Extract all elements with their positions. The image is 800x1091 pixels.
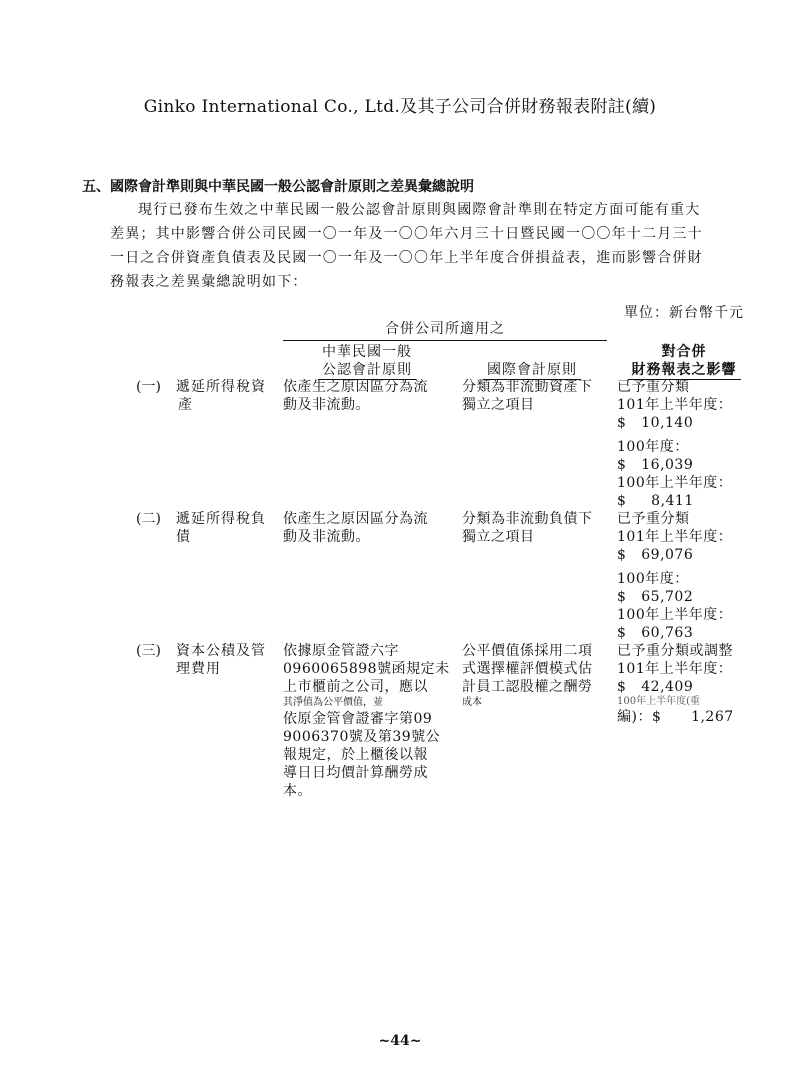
impact-amount: $ 42,409 [617,679,694,695]
roc-line: 依據原金管證六字 [283,643,399,659]
intro-line-2: 差異；其中影響合併公司民國一〇一年及一〇〇年六月三十日暨民國一〇〇年十二月三十 [110,226,703,242]
row-ifrs [462,378,608,414]
impact-line: 100年度： [617,571,689,587]
row-roc-gaap [283,510,453,546]
ifrs-line: 獨立之項目 [462,397,535,413]
row-ifrs [462,510,608,546]
impact-line: 100年上半年度： [617,475,733,491]
roc-line: 依產生之原因區分為流 [283,379,428,395]
column-header-roc-line2: 公認會計原則 [318,361,416,380]
column-header-impact-line1: 對合併 [661,344,707,360]
row-roc-gaap [283,378,453,414]
roc-line: 依產生之原因區分為流 [283,511,428,527]
impact-line: 101年上半年度： [617,661,733,677]
ifrs-line: 成本 [462,697,482,708]
roc-line: 其淨值為公平價值，並 [283,697,383,708]
row-number: (二) [136,511,161,527]
ifrs-line: 式選擇權評價模式估 [462,661,593,677]
row-item-line: 產 [178,397,193,413]
intro-paragraph [110,198,750,294]
row-ifrs [462,642,608,710]
page-header: Ginko International Co., Ltd.及其子公司合併財務報表附註(續) [143,97,657,117]
row-impact [617,378,757,510]
impact-amount: $ 69,076 [617,547,694,563]
impact-line: 100年度： [617,439,689,455]
impact-line: 已予重分類 [617,379,690,395]
impact-line: 101年上半年度： [617,529,733,545]
row-item-line: 理費用 [176,661,221,677]
roc-line: 0960065898號函規定未 [283,661,450,677]
roc-line: 9006370號及第39號公 [283,729,441,745]
impact-line: 已予重分類 [617,511,690,527]
unit-label: 單位：新台幣千元 [624,305,744,321]
impact-line: 100年上半年度(重 [617,696,700,707]
ifrs-line: 計員工認股權之酬勞 [462,679,593,695]
column-header-roc-line1: 中華民國一般 [322,344,412,360]
impact-amount: $ 60,763 [617,625,694,641]
impact-line: 100年上半年度： [617,607,733,623]
roc-line: 依原金管會證審字第09 [283,711,433,727]
impact-amount: $ 8,411 [617,493,694,509]
roc-line: 動及非流動。 [283,529,370,545]
row-impact [617,642,757,726]
group-header: 合併公司所適用之 [283,318,607,341]
row-number: (一) [136,379,161,395]
column-header-ifrs-label: 國際會計原則 [483,361,581,380]
impact-line: 101年上半年度： [617,397,733,413]
impact-line: 已予重分類或調整 [617,643,733,659]
row-number: (三) [136,643,161,659]
page-number: ~44~ [378,1033,422,1049]
row-roc-gaap [283,642,453,800]
roc-line: 動及非流動。 [283,397,370,413]
roc-line: 報規定，於上櫃後以報 [283,747,428,763]
row-impact [617,510,757,642]
intro-line-1: 現行已發布生效之中華民國一般公認會計原則與國際會計準則在特定方面可能有重大 [138,202,701,218]
column-header-impact-line2: 財務報表之影響 [628,361,741,380]
intro-line-3: 一日之合併資產負債表及民國一〇一年及一〇〇年上半年度合併損益表，進而影響合併財 [110,250,703,266]
impact-amount: $ 65,702 [617,589,694,605]
column-header-roc-gaap [283,343,451,380]
row-item-line: 資本公積及管 [176,643,266,659]
row-item-line: 遞延所得稅資 [176,379,266,395]
row-item [176,378,276,414]
ifrs-line: 公平價值係採用二項 [462,643,593,659]
impact-amount: 編)：$ 1,267 [617,709,734,725]
row-item-line: 債 [176,529,191,545]
ifrs-line: 分類為非流動負債下 [462,511,593,527]
column-header-impact [614,343,754,380]
roc-line: 本。 [283,783,312,799]
row-item [176,642,276,678]
section-title: 五、國際會計準則與中華民國一般公認會計原則之差異彙總說明 [82,179,474,195]
impact-amount: $ 16,039 [617,457,694,473]
roc-line: 上市櫃前之公司，應以 [283,679,428,695]
impact-amount: $ 10,140 [617,415,694,431]
row-item-line: 遞延所得稅負 [176,511,266,527]
row-item [176,510,276,546]
roc-line: 導日日均價計算酬勞成 [283,765,428,781]
ifrs-line: 分類為非流動資產下 [462,379,593,395]
intro-line-4: 務報表之差異彙總說明如下： [110,274,308,290]
ifrs-line: 獨立之項目 [462,529,535,545]
